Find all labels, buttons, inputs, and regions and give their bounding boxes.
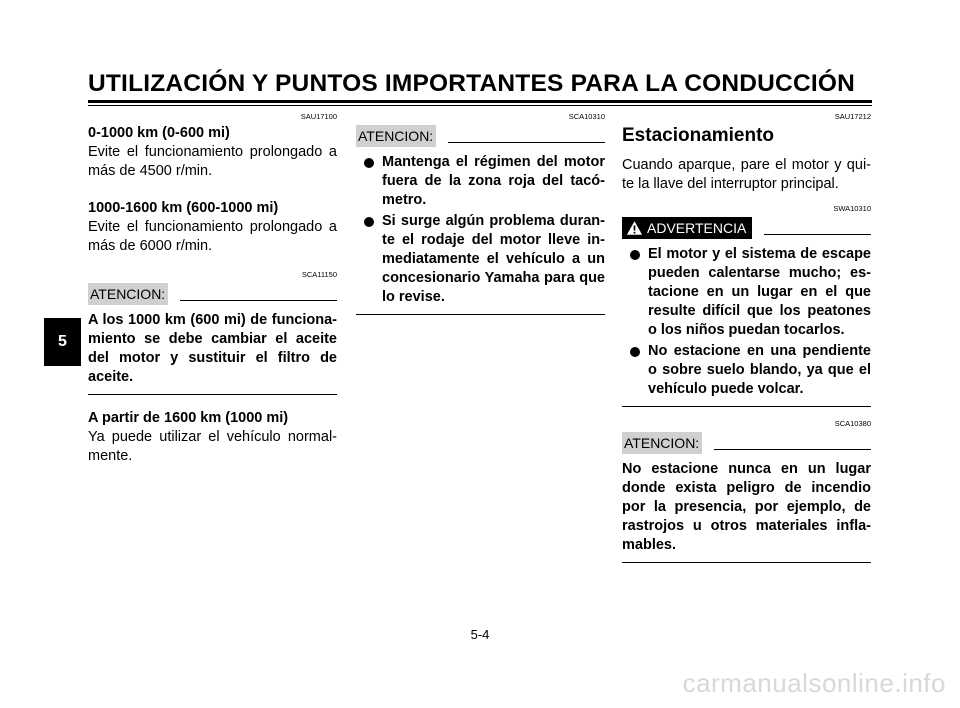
caution-label: ATENCION: — [88, 283, 168, 305]
ref-code: SWA10310 — [833, 204, 871, 213]
ref-code: SCA10310 — [568, 112, 605, 121]
bullet-dot-icon — [630, 250, 640, 260]
caution-header — [622, 432, 871, 454]
caution-rule — [714, 449, 871, 450]
warning-rule — [764, 234, 871, 235]
list-item: No estacione en una pendiente o sobre suelo blando, ya que el vehículo puede volcar. — [622, 342, 871, 399]
warning-triangle-icon — [626, 220, 643, 236]
list-item: El motor y el sistema de escape pueden calentarse mucho; es-tacione en un lugar en el que resulte difícil que los peatones o los niños puedan tocarlos. — [622, 245, 871, 340]
column-right — [622, 112, 871, 563]
section-heading: Estacionamiento — [622, 125, 775, 146]
caution-rule — [448, 142, 605, 143]
caution-text: No estacione nunca en un lugar donde exista peligro de incendio por la presencia, por ejemplo, de rastrojos u otros materiales infla-mables. — [622, 461, 871, 553]
caution-label: ATENCION: — [622, 432, 702, 454]
bullet-dot-icon — [364, 158, 374, 168]
caution-label: ATENCION: — [356, 125, 436, 147]
list-item: Mantenga el régimen del motor fuera de la zona roja del tacó-metro. — [356, 153, 605, 210]
subheading: 0-1000 km (0-600 mi) — [88, 125, 230, 141]
caution-end-rule — [356, 314, 605, 315]
body-text: Evite el funcionamiento prolongado a más de 6000 r/min. — [88, 219, 337, 254]
subheading: A partir de 1600 km (1000 mi) — [88, 410, 289, 426]
column-left — [88, 112, 337, 466]
caution-list — [356, 153, 605, 307]
ref-code: SCA10380 — [834, 419, 871, 428]
caution-text: A los 1000 km (600 mi) de funciona-miento se debe cambiar el aceite del motor y sustituir el filtro de aceite. — [88, 312, 337, 385]
body-text: Cuando aparque, pare el motor y qui-te la llave del interruptor principal. — [622, 157, 871, 192]
column-middle — [356, 112, 605, 315]
warning-list — [622, 245, 871, 399]
ref-code: SCA11150 — [301, 270, 337, 279]
list-item: Si surge algún problema duran-te el rodaje del motor lleve in-mediatamente el vehículo a un concesionario Yamaha para que lo revise. — [356, 212, 605, 307]
page-number: 5-4 — [470, 627, 490, 642]
watermark: carmanualsonline.info — [682, 668, 946, 698]
body-text: Evite el funcionamiento prolongado a más de 4500 r/min. — [88, 144, 337, 179]
caution-header — [88, 283, 337, 305]
warning-header — [622, 217, 871, 239]
body-text: Ya puede utilizar el vehículo normal-mente. — [88, 429, 337, 464]
ref-code: SAU17212 — [834, 112, 871, 121]
bullet-dot-icon — [630, 347, 640, 357]
chapter-tab: 5 — [44, 318, 81, 366]
ref-code: SAU17100 — [300, 112, 337, 121]
caution-header — [356, 125, 605, 147]
caution-rule — [180, 300, 337, 301]
subheading: 1000-1600 km (600-1000 mi) — [88, 200, 279, 216]
bullet-dot-icon — [364, 217, 374, 227]
warning-label: ADVERTENCIA — [622, 217, 752, 239]
title-rule-thin — [88, 105, 872, 106]
caution-end-rule — [622, 562, 871, 563]
title-rule — [88, 100, 872, 103]
page-title: UTILIZACIÓN Y PUNTOS IMPORTANTES PARA LA CONDUCCIÓN — [88, 70, 855, 97]
